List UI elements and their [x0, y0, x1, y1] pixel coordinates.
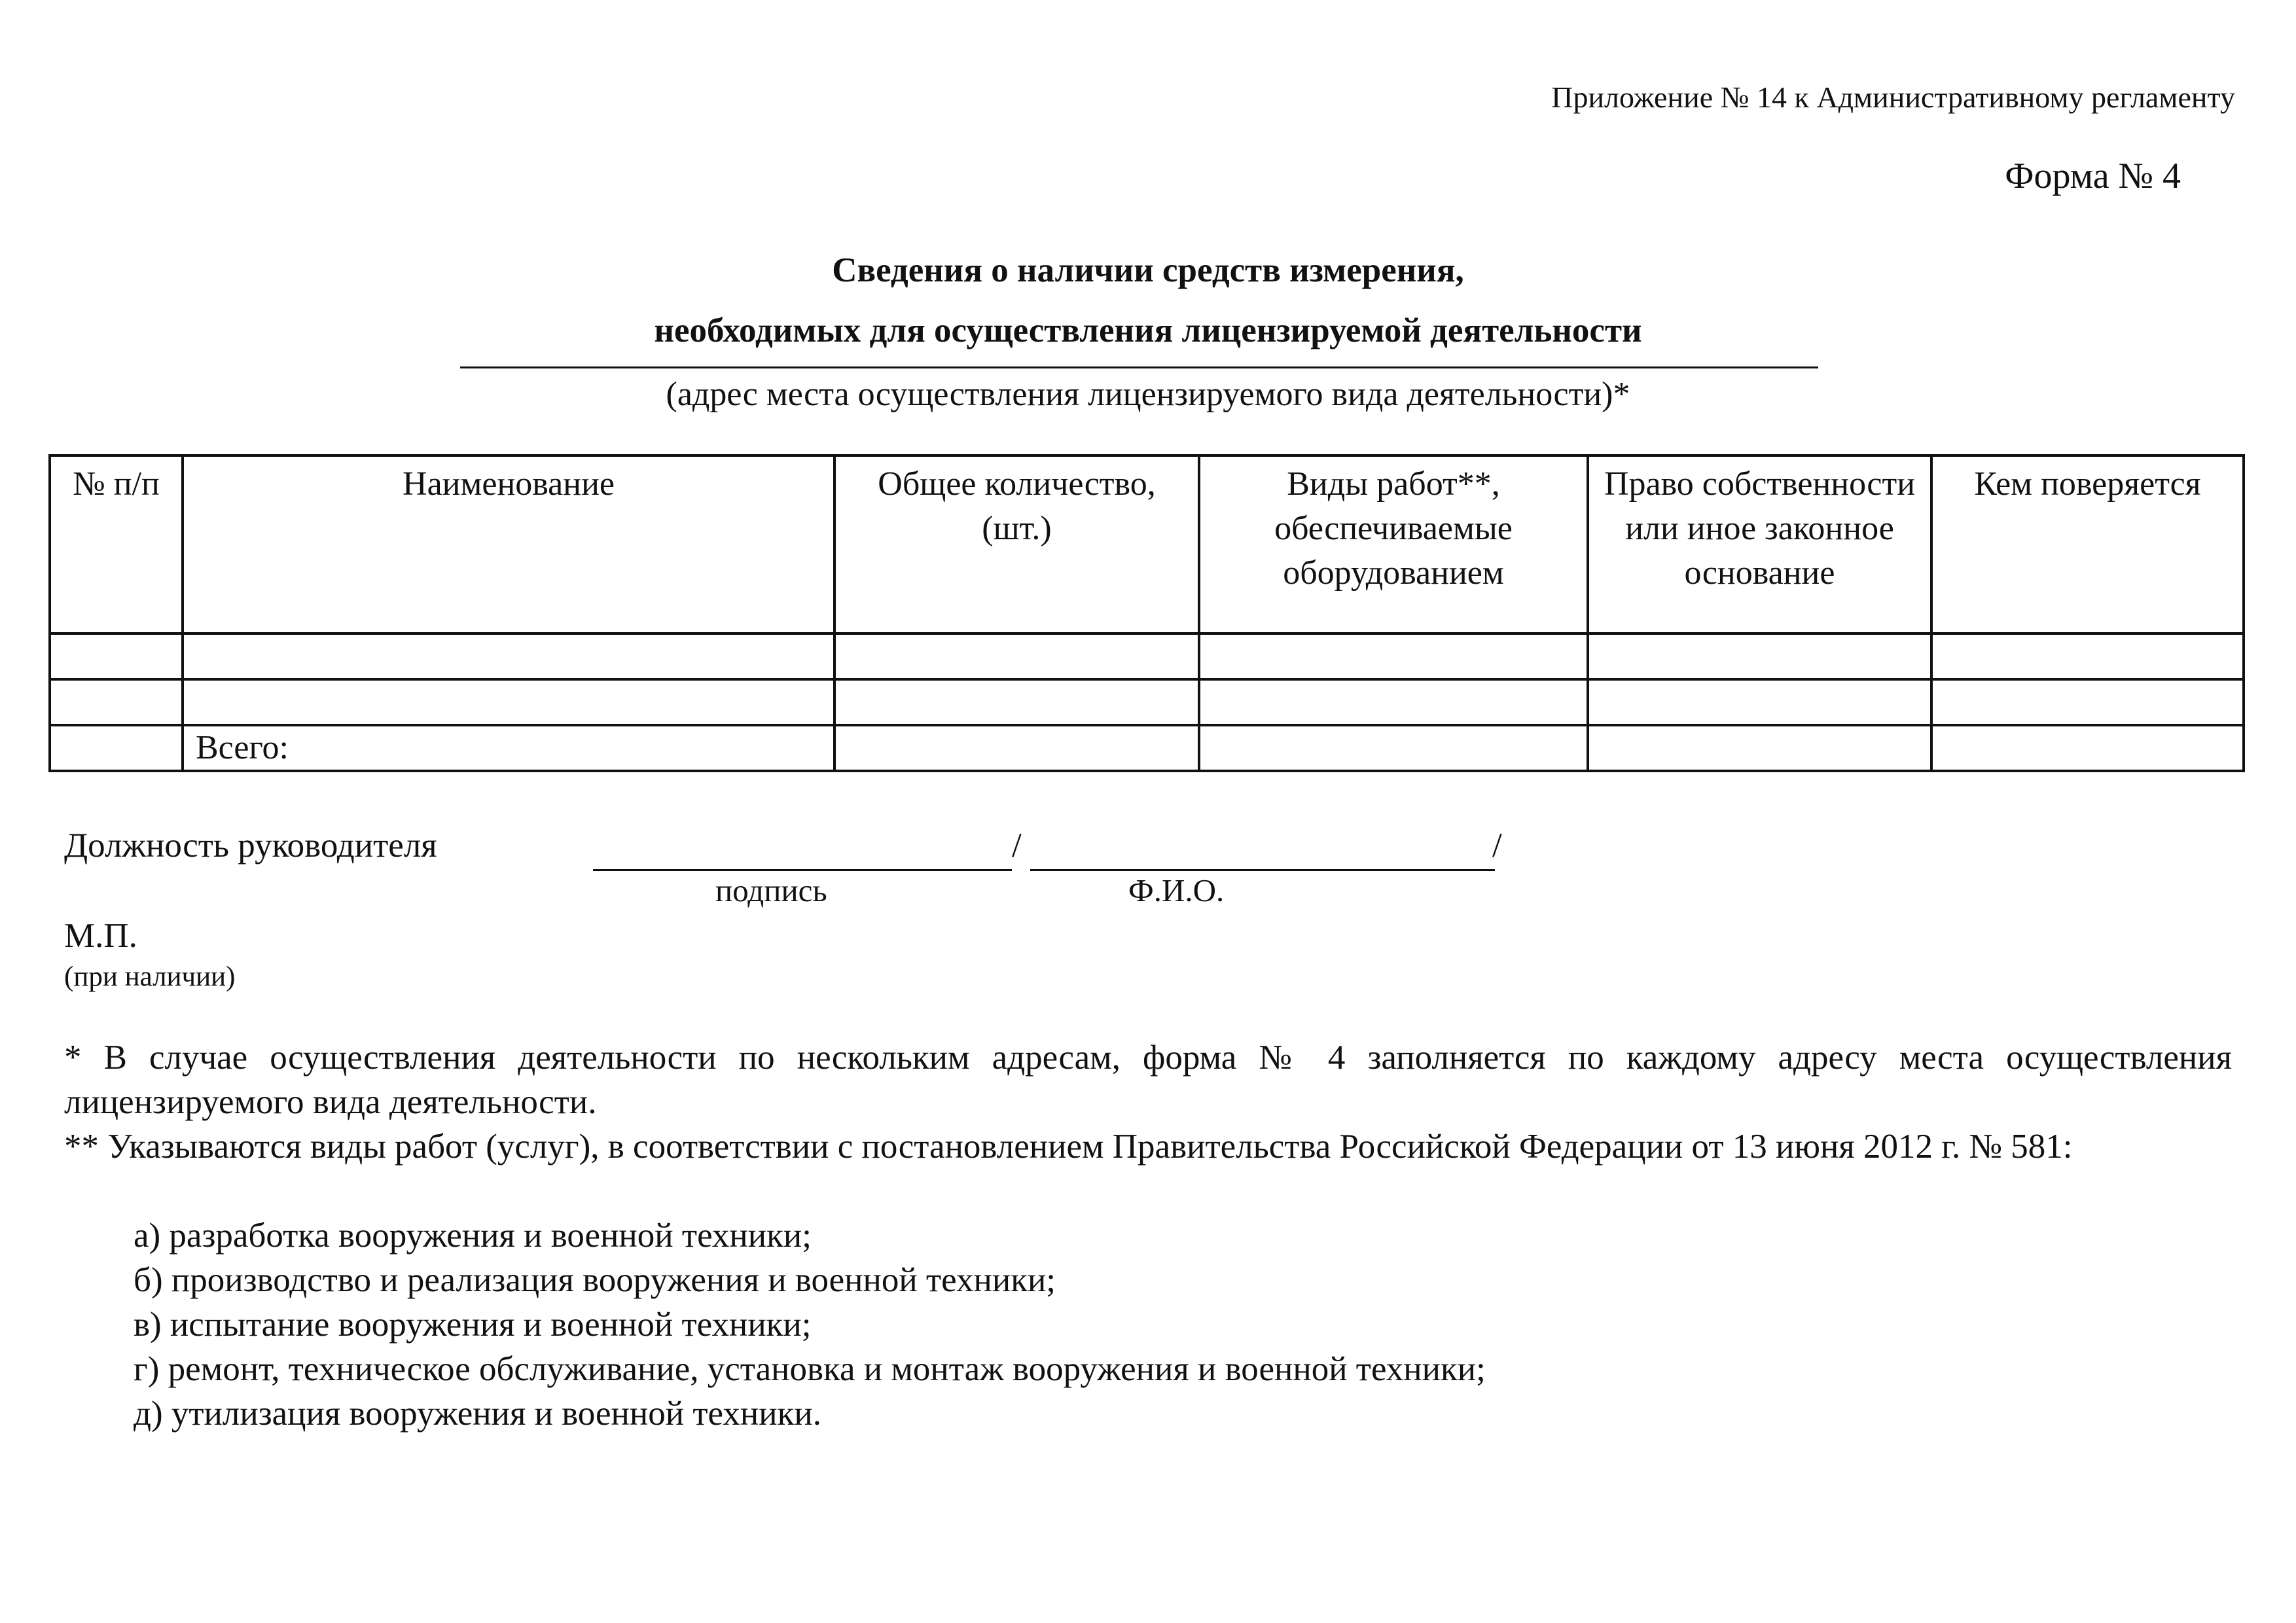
document-title — [0, 240, 2296, 361]
header-verified-by: Кем поверяется — [1931, 455, 2244, 633]
title-line-2: необходимых для осуществления лицензируемой деятельности — [654, 312, 1642, 349]
header-name: Наименование — [183, 455, 834, 633]
list-item: д) утилизация вооружения и военной техники. — [134, 1395, 821, 1433]
header-number: № п/п — [50, 455, 183, 633]
form-number: Форма № 4 — [2005, 156, 2181, 196]
title-line-1: Сведения о наличии средств измерения, — [832, 251, 1464, 289]
table-row — [50, 633, 2244, 679]
table-cell[interactable] — [834, 633, 1199, 679]
separator-slash: / — [1492, 827, 1502, 865]
stamp-label: М.П. — [64, 917, 137, 955]
header-quantity: Общее количество, (шт.) — [834, 455, 1199, 633]
appendix-reference: Приложение № 14 к Административному регламенту — [1551, 80, 2235, 114]
table-total-row — [50, 725, 2244, 771]
table-header-row — [50, 455, 2244, 633]
table-cell[interactable] — [1588, 679, 1931, 725]
table-cell[interactable] — [1199, 679, 1588, 725]
list-item: а) разработка вооружения и военной техники; — [134, 1217, 812, 1255]
table-cell[interactable] — [50, 633, 183, 679]
table-cell[interactable] — [834, 725, 1199, 771]
list-item: б) производство и реализация вооружения и военной техники; — [134, 1261, 1056, 1299]
name-caption: Ф.И.О. — [1128, 872, 1225, 908]
footnote-work-types: ** Указываются виды работ (услуг), в соответствии с постановлением Правительства Российской Федерации от 13 июня 2012 г. № 581: — [64, 1128, 2073, 1166]
table-cell[interactable] — [1931, 633, 2244, 679]
table-cell[interactable] — [183, 679, 834, 725]
signature-caption: подпись — [715, 872, 827, 908]
table-cell[interactable] — [1199, 725, 1588, 771]
name-fill-line[interactable] — [1030, 869, 1495, 871]
equipment-table — [48, 454, 2245, 772]
table-cell[interactable] — [834, 679, 1199, 725]
signature-fill-line[interactable] — [593, 869, 1012, 871]
stamp-note: (при наличии) — [64, 961, 236, 992]
table-cell[interactable] — [183, 633, 834, 679]
table-cell[interactable] — [50, 725, 183, 771]
table-cell[interactable] — [1588, 725, 1931, 771]
separator-slash: / — [1012, 827, 1022, 865]
footnote-address: * В случае осуществления деятельности по нескольким адресам, форма № 4 заполняется по каждому адресу места осуществления лицензируемого вида деятельности. — [64, 1039, 2232, 1121]
table-cell[interactable] — [50, 679, 183, 725]
position-label: Должность руководителя — [64, 827, 437, 865]
table-cell[interactable] — [1199, 633, 1588, 679]
list-item: в) испытание вооружения и военной техники; — [134, 1306, 812, 1344]
address-caption: (адрес места осуществления лицензируемого вида деятельности)* — [666, 376, 1630, 413]
total-label: Всего: — [183, 725, 834, 771]
table-row — [50, 679, 2244, 725]
work-types-list — [134, 1213, 1486, 1436]
header-work-types: Виды работ**, обеспечиваемые оборудованием — [1199, 455, 1588, 633]
header-ownership: Право собственности или иное законное основание — [1588, 455, 1931, 633]
table-cell[interactable] — [1931, 725, 2244, 771]
table-cell[interactable] — [1588, 633, 1931, 679]
list-item: г) ремонт, техническое обслуживание, установка и монтаж вооружения и военной техники; — [134, 1350, 1486, 1388]
table-cell[interactable] — [1931, 679, 2244, 725]
